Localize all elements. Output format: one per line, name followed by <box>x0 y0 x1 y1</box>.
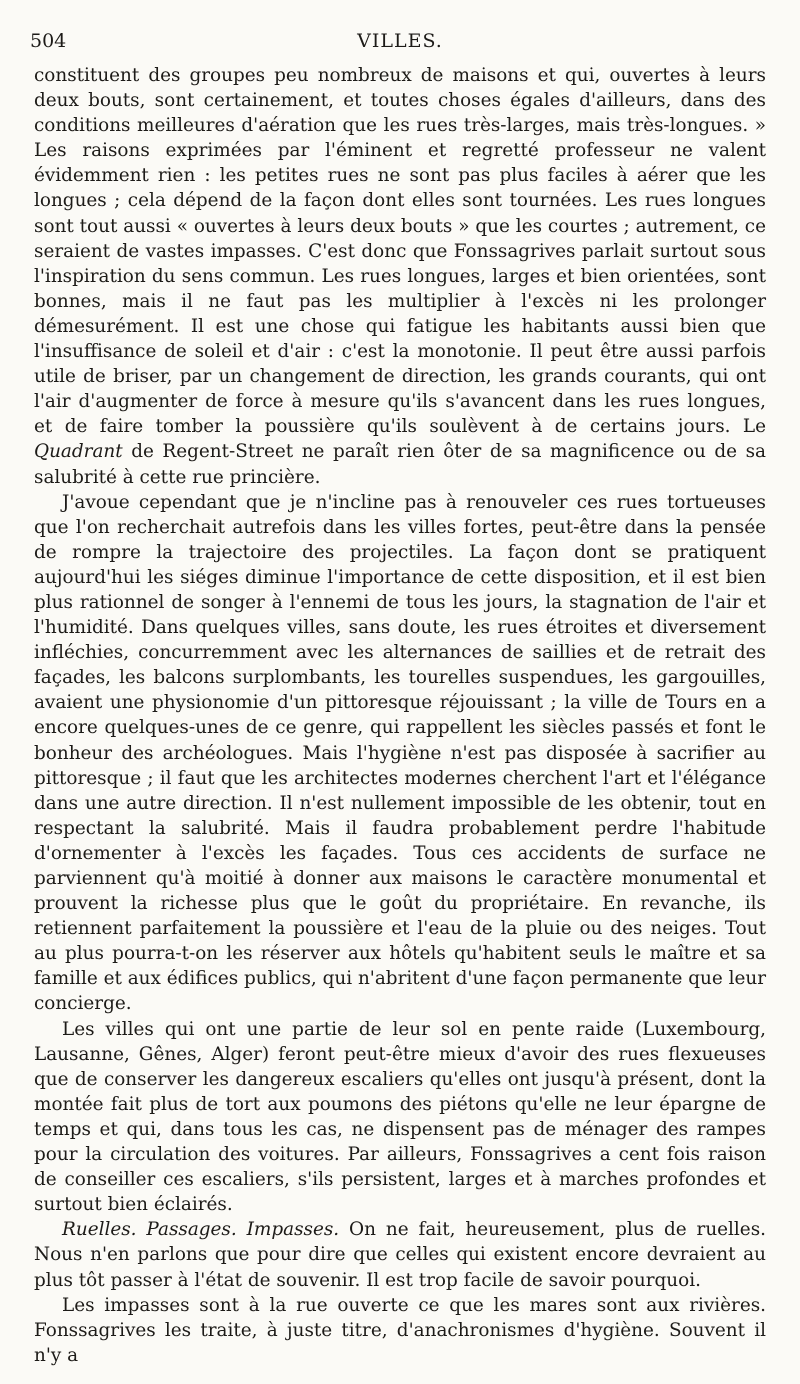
paragraph-4-text: On ne fait, heureusement, plus de ruelles. Nous n'en parlons que pour dire que celles qui existent encore devraient au plus tôt passer à l'état de souvenir. Il est trop facile de savoir pourquoi. <box>34 1219 766 1291</box>
paragraph-1-text-after: de Regent-Street ne paraît rien ôter de sa magnificence ou de sa salubrité à cette rue princière. <box>34 441 766 488</box>
paragraph-1 <box>34 63 766 490</box>
running-title: VILLES. <box>357 30 443 52</box>
paragraph-2-text: J'avoue cependant que je n'incline pas à renouveler ces rues tortueuses que l'on recherchait autrefois dans les villes fortes, peut-être dans la pensée de rompre la trajectoire des projectiles. La façon dont se pratiquent aujourd'hui les siéges diminue l'importance de cette disposition, et il est bien plus rationnel de songer à l'ennemi de tous les jours, la stagnation de l'air et l'humidité. Dans quelques villes, sans doute, les rues étroites et diversement infléchies, concurremment avec les alternances de saillies et de retrait des façades, les balcons surplombants, les tourelles suspendues, les gargouilles, avaient une physionomie d'un pittoresque réjouissant ; la ville de Tours en a encore quelques-unes de ce genre, qui rappellent les siècles passés et font le bonheur des archéologues. Mais l'hygiène n'est pas disposée à sacrifier au pittoresque ; il faut que les architectes modernes cherchent l'art et l'élégance dans une autre direction. Il n'est nullement impossible de les obtenir, tout en respectant la salubrité. Mais il faudra probablement perdre l'habitude d'ornementer à l'excès les façades. Tous ces accidents de surface ne parviennent qu'à moitié à donner aux maisons le caractère monumental et prouvent la richesse plus que le goût du propriétaire. En revanche, ils retiennent parfaitement la poussière et l'eau de la pluie ou des neiges. Tout au plus pourra-t-on les réserver aux hôtels qu'habitent seuls le maître et sa famille et aux édifices publics, qui n'abritent d'une façon permanente que leur concierge. <box>34 491 766 1015</box>
page-header <box>30 30 770 58</box>
paragraph-3 <box>34 1017 766 1218</box>
paragraph-4-heading: Ruelles. Passages. Impasses. <box>62 1219 340 1241</box>
paragraph-5 <box>34 1293 766 1368</box>
paragraph-2 <box>34 490 766 1017</box>
paragraph-5-text: Les impasses sont à la rue ouverte ce que les mares sont aux rivières. Fonssagrives les traite, à juste titre, d'anachronismes d'hygiène. Souvent il n'y a <box>34 1294 766 1366</box>
paragraph-1-italic: Quadrant <box>34 441 123 463</box>
paragraph-1-text: constituent des groupes peu nombreux de maisons et qui, ouvertes à leurs deux bouts, sont certainement, et toutes choses égales d'ailleurs, dans des conditions meilleures d'aération que les rues très-larges, mais très-longues. » Les raisons exprimées par l'éminent et regretté professeur ne valent évidemment rien : les petites rues ne sont pas plus faciles à aérer que les longues ; cela dépend de la façon dont elles sont tournées. Les rues longues sont tout aussi « ouvertes à leurs deux bouts » que les courtes ; autrement, ce seraient de vastes impasses. C'est donc que Fonssagrives parlait surtout sous l'inspiration du sens commun. Les rues longues, larges et bien orientées, sont bonnes, mais il ne faut pas les multiplier à l'excès ni les prolonger démesurément. Il est une chose qui fatigue les habitants aussi bien que l'insuffisance de soleil et d'air : c'est la monotonie. Il peut être aussi parfois utile de briser, par un changement de direction, les grands courants, qui ont l'air d'augmenter de force à mesure qu'ils s'avancent dans les rues longues, et de faire tomber la poussière qu'ils soulèvent à de certains jours. Le <box>34 65 766 438</box>
body-text <box>34 63 766 1368</box>
paragraph-3-text: Les villes qui ont une partie de leur sol en pente raide (Luxembourg, Lausanne, Gênes, Alger) feront peut-être mieux d'avoir des rues flexueuses que de conserver les dangereux escaliers qu'elles ont jusqu'à présent, dont la montée fait plus de tort aux poumons des piétons qu'elle ne leur épargne de temps et qui, dans tous les cas, ne dispensent pas de ménager des rampes pour la circulation des voitures. Par ailleurs, Fonssagrives a cent fois raison de conseiller ces escaliers, s'ils persistent, larges et à marches profondes et surtout bien éclairés. <box>34 1018 766 1216</box>
paragraph-4 <box>34 1217 766 1292</box>
page-number: 504 <box>30 30 67 52</box>
